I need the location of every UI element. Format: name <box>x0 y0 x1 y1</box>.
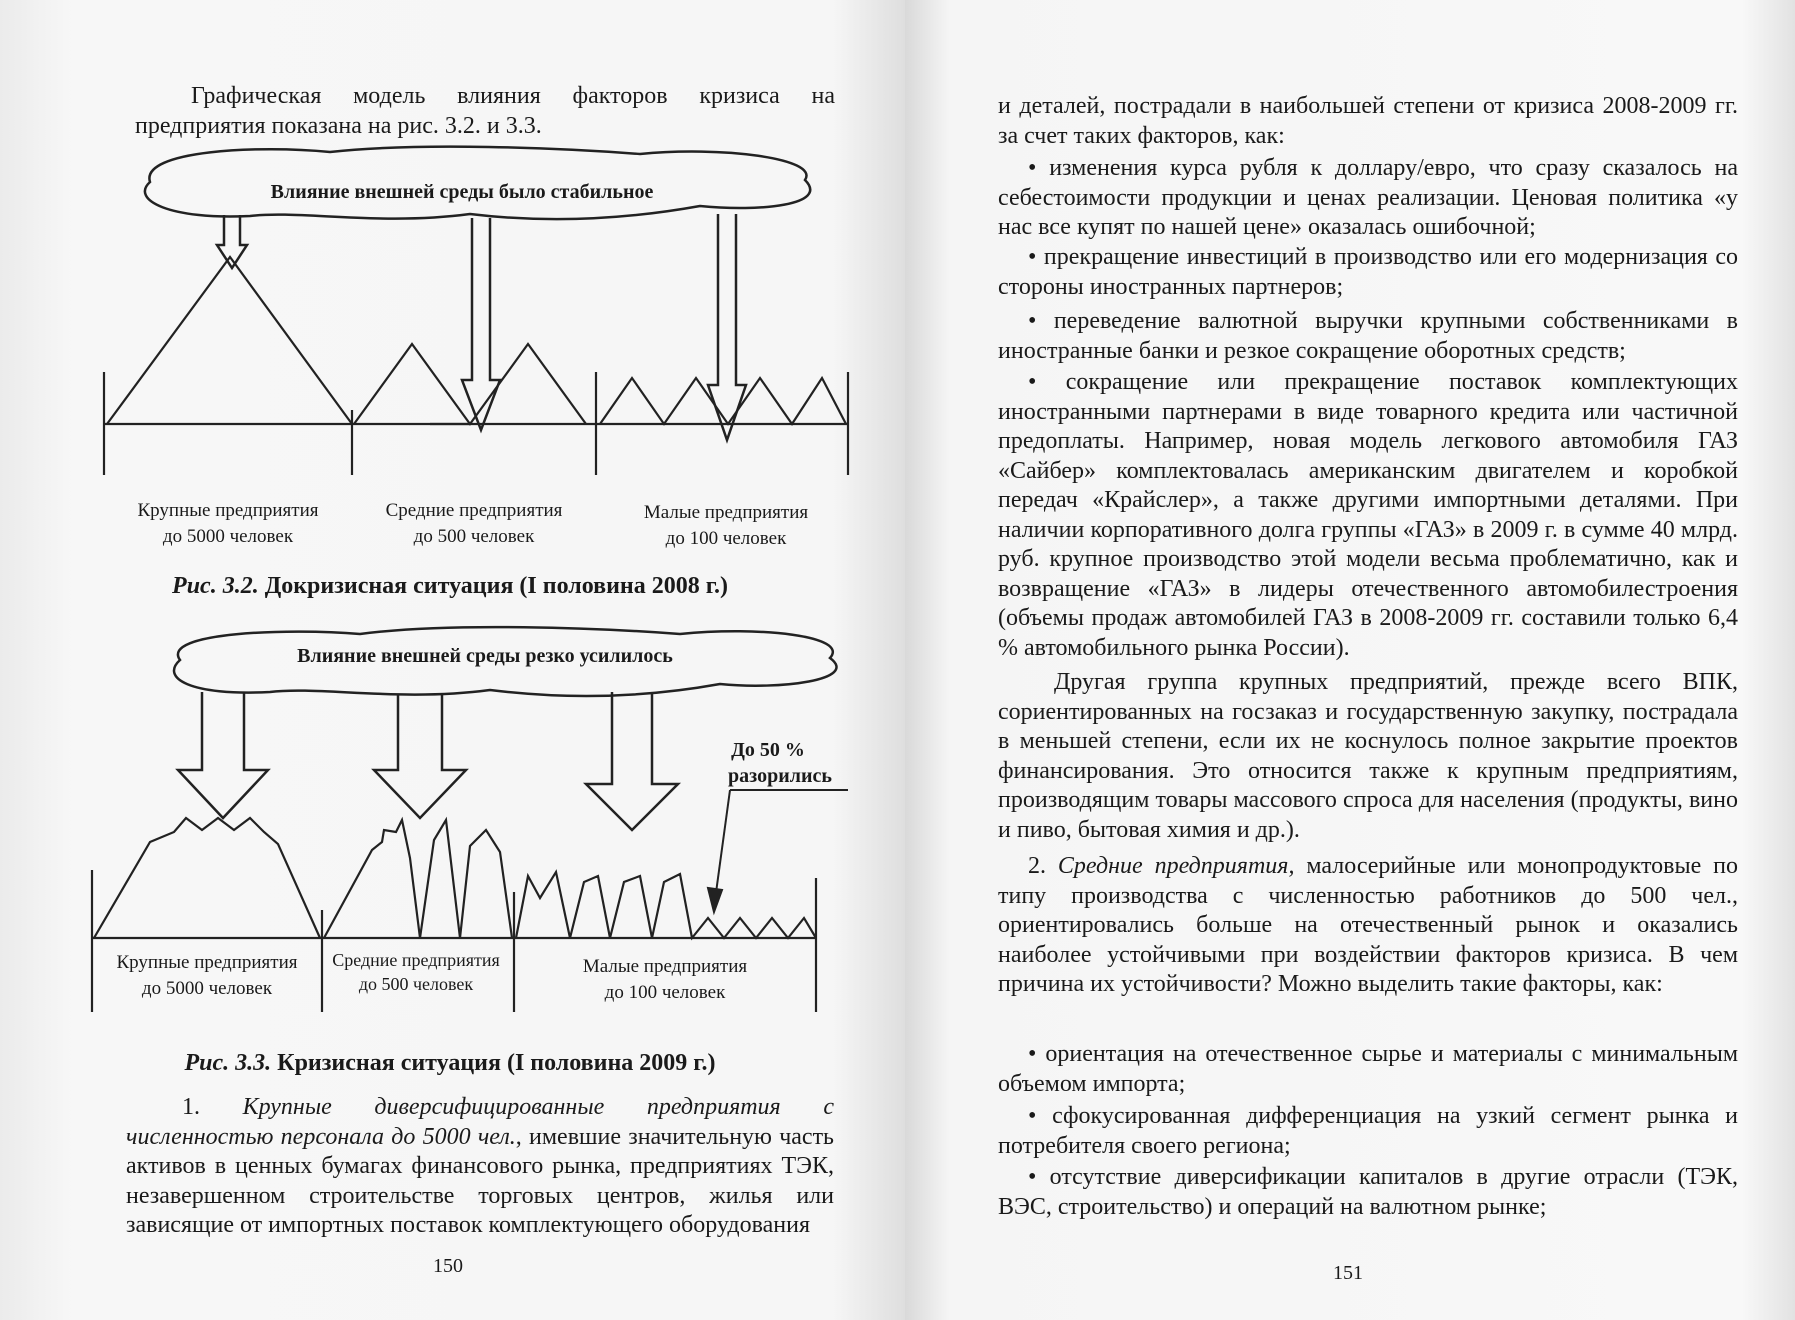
fig1-label-medium-1: Средние предприятия <box>385 500 563 521</box>
fig2-label-medium-2: до 500 человек <box>358 974 474 994</box>
note-line-2: разорились <box>728 765 832 787</box>
fig1-label-small-1: Малые предприятия <box>643 502 809 523</box>
figure-3-2 <box>0 140 905 570</box>
intro-paragraph: Графическая модель влияния факторов кризиса на предприятия показана на рис. 3.2. и 3.3. <box>135 83 835 139</box>
fig1-label-large-2: до 5000 человек <box>162 526 294 547</box>
fig1-label-large-1: Крупные предприятия <box>137 500 319 521</box>
right-page <box>905 0 1795 1320</box>
fig2-label-small-1: Малые предприятия <box>582 956 748 977</box>
cloud-text: Влияние внешней среды было стабильное <box>270 181 654 203</box>
fig1-label-medium-2: до 500 человек <box>413 526 535 547</box>
fig2-label-large-1: Крупные предприятия <box>116 952 298 973</box>
cloud-text-2: Влияние внешней среды резко усилилось <box>297 645 673 667</box>
page-number-left: 150 <box>433 1255 463 1277</box>
fig1-caption: Рис. 3.2. Докризисная ситуация (I половина 2008 г.) <box>172 573 728 599</box>
right-paragraph-3: 2. Средние предприятия, малосерийные или монопродуктовые по типу производства с численностью работников до 500 чел., ориентировались больше на отечественный рынок и оказались наиболее устойчивыми при воздействии факторов кризиса. В чем причина их устойчивости? Можно выделить такие факторы, как: <box>998 853 1738 997</box>
page-number-right: 151 <box>1333 1262 1363 1284</box>
bullet-item: • ориентация на отечественное сырье и материалы с минимальным объемом импорта; <box>998 1041 1738 1097</box>
figure-3-3 <box>0 620 905 1020</box>
paragraph-1: 1. Крупные диверсифицированные предприятия с численностью персонала до 5000 чел., имевшие значительную часть активов в ценных бумагах финансового рынка, предприятиях ТЭК, незавершенном строительстве торговых центров, жилья или зависящие от импортных поставок комплектующего оборудования <box>126 1094 835 1238</box>
fig2-label-small-2: до 100 человек <box>604 982 726 1003</box>
bullet-item: • прекращение инвестиций в производство или его модернизация со стороны иностранных партнеров; <box>998 244 1739 300</box>
right-paragraph-0: и деталей, пострадали в наибольшей степени от кризиса 2008-2009 гг. за счет таких факторов, как: <box>998 93 1738 149</box>
bullet-item: • сфокусированная дифференциация на узкий сегмент рынка и потребителя своего региона; <box>998 1103 1738 1159</box>
bullet-item: • изменения курса рубля к доллару/евро, что сразу сказалось на себестоимости продукции и ценах реализации. Ценовая политика «у нас все купят по нашей цене» оказалась ошибочной; <box>998 155 1739 240</box>
bullet-item: • переведение валютной выручки крупными собственниками в иностранные банки и резкое сокращение оборотных средств; <box>998 308 1739 364</box>
fig2-label-large-2: до 5000 человек <box>141 978 273 999</box>
bullet-item: • отсутствие диверсификации капиталов в другие отрасли (ТЭК, ВЭС, строительство) и операций на валютном рынке; <box>998 1164 1738 1220</box>
note-line-1: До 50 % <box>731 739 805 761</box>
bullet-item: • сокращение или прекращение поставок комплектующих иностранными партнерами в виде товарного кредита или частичной предоплаты. Например, новая модель легкового автомобиля ГАЗ «Сайбер» комплектовалась американским двигателем и коробкой передач «Крайслер», а также другими импортными деталями. При наличии корпоративного долга группы «ГАЗ» в 2009 г. в сумме 40 млрд. руб. крупное производство этой модели весьма проблематично, как и возвращение «ГАЗ» в лидеры отечественного автомобилестроения (объемы продаж автомобилей ГАЗ в 2008-2009 гг. составили только 6,4 % автомобильного рынка России). <box>998 369 1739 661</box>
fig1-label-small-2: до 100 человек <box>665 528 787 549</box>
fig2-label-medium-1: Средние предприятия <box>332 950 500 970</box>
fig2-caption: Рис. 3.3. Кризисная ситуация (I половина 2009 г.) <box>184 1050 716 1076</box>
right-paragraph-2: Другая группа крупных предприятий, прежде всего ВПК, сориентированных на госзаказ и государственную закупку, пострадала в меньшей степени, если их не коснулось полное закрытие проектов финансирования. Это относится также к крупным предприятиям, производящим товары массового спроса для населения (продукты, вино и пиво, бытовая химия и др.). <box>998 669 1738 843</box>
